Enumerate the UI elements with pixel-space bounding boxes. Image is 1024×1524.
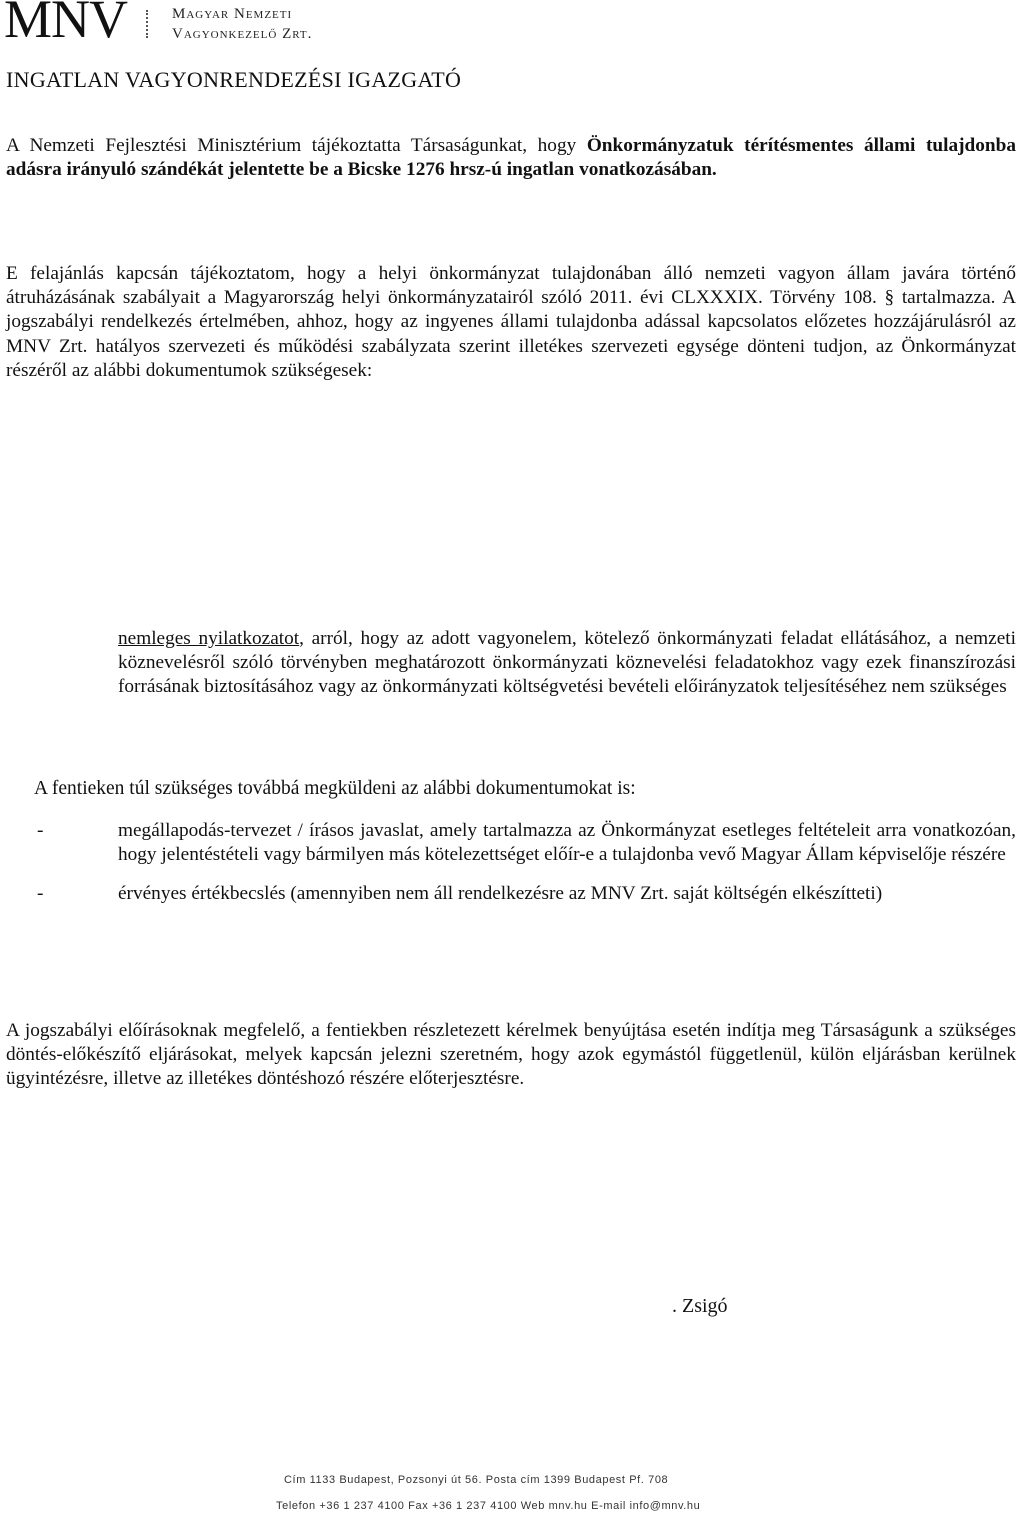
- paragraph-intro: [6, 134, 1016, 182]
- list-item-draft-agreement: megállapodás-tervezet / írásos javaslat, amely tartalmazza az Önkormányzat esetleges feltételeit arra vonatkozóan, hogy jelentéstételi vagy bármilyen más kötelezettséget előír-e a tulajdonba vevő Magyar Állam képviselője részére: [118, 820, 1016, 866]
- mnv-logo: MNV: [4, 0, 128, 49]
- bullet-marker: -: [37, 883, 44, 904]
- paragraph-legal-basis: E felajánlás kapcsán tájékoztatom, hogy a helyi önkormányzat tulajdonában álló nemzeti vagyon állam javára történő átruházásának szabályait a Magyarország helyi önkormányzatairól szóló 2011. évi CLXXXIX. Törvény 108. § tartalmazza. A jogszabályi rendelkezés értelmében, ahhoz, hogy az ingyenes állami tulajdonba adással kapcsolatos előzetes hozzájárulásról az MNV Zrt. hatályos szervezeti és működési szabályzata szerint illetékes szervezeti egysége dönteni tudjon, az Önkormányzat részéről az alábbi dokumentumok szükségesek:: [6, 263, 1016, 381]
- company-name: [172, 4, 312, 44]
- logo-divider: [146, 10, 150, 38]
- paragraph-intro-bold: Önkormányzatuk térítésmentes állami tulajdonba adásra irányuló szándékát jelentette be a Bicske 1276 hrsz-ú ingatlan vonatkozásában.: [6, 135, 1016, 181]
- company-name-line1: Magyar Nemzeti: [172, 6, 293, 22]
- paragraph-declaration: [118, 627, 1016, 700]
- footer-contact: Telefon +36 1 237 4100 Fax +36 1 237 4100 Web mnv.hu E-mail info@mnv.hu: [276, 1500, 701, 1512]
- paragraph-closing: A jogszabályi előírásoknak megfelelő, a fentiekben részletezett kérelmek benyújtása esetén indítja meg Társaságunk a szükséges döntés-előkészítő eljárásokat, melyek kapcsán jelezni szeretném, hogy azok egymástól függetlenül, külön eljárásban kerülnek ügyintézésre, illetve az illetékes döntéshozó részére előterjesztésre.: [6, 1020, 1016, 1090]
- signature-name: . Zsigó: [672, 1295, 728, 1317]
- department-heading: INGATLAN VAGYONRENDEZÉSI IGAZGATÓ: [6, 67, 462, 92]
- bullet-marker: -: [37, 820, 44, 841]
- footer-address: Cím 1133 Budapest, Pozsonyi út 56. Posta cím 1399 Budapest Pf. 708: [284, 1474, 669, 1486]
- declaration-underlined: nemleges nyilatkozatot: [118, 628, 300, 649]
- company-name-line2: Vagyonkezelő Zrt.: [172, 26, 313, 42]
- list-item-valuation: érvényes értékbecslés (amennyiben nem áll rendelkezésre az MNV Zrt. saját költségén elkészítteti): [118, 883, 883, 904]
- declaration-rest: , arról, hogy az adott vagyonelem, kötelező önkormányzati feladat ellátásához, a nemzeti köznevelésről szóló törvényben meghatározott önkormányzati köznevelési feladatokhoz vagy ezek finanszírozási forrásának biztosításához vagy az önkormányzati költségvetési bevételi előirányzatok teljesítéséhez nem szükséges: [118, 628, 1016, 698]
- paragraph-intro-lead: A Nemzeti Fejlesztési Minisztérium tájékoztatta Társaságunkat, hogy: [6, 135, 587, 156]
- paragraph-additional-docs: A fentieken túl szükséges továbbá megküldeni az alábbi dokumentumokat is:: [34, 778, 636, 799]
